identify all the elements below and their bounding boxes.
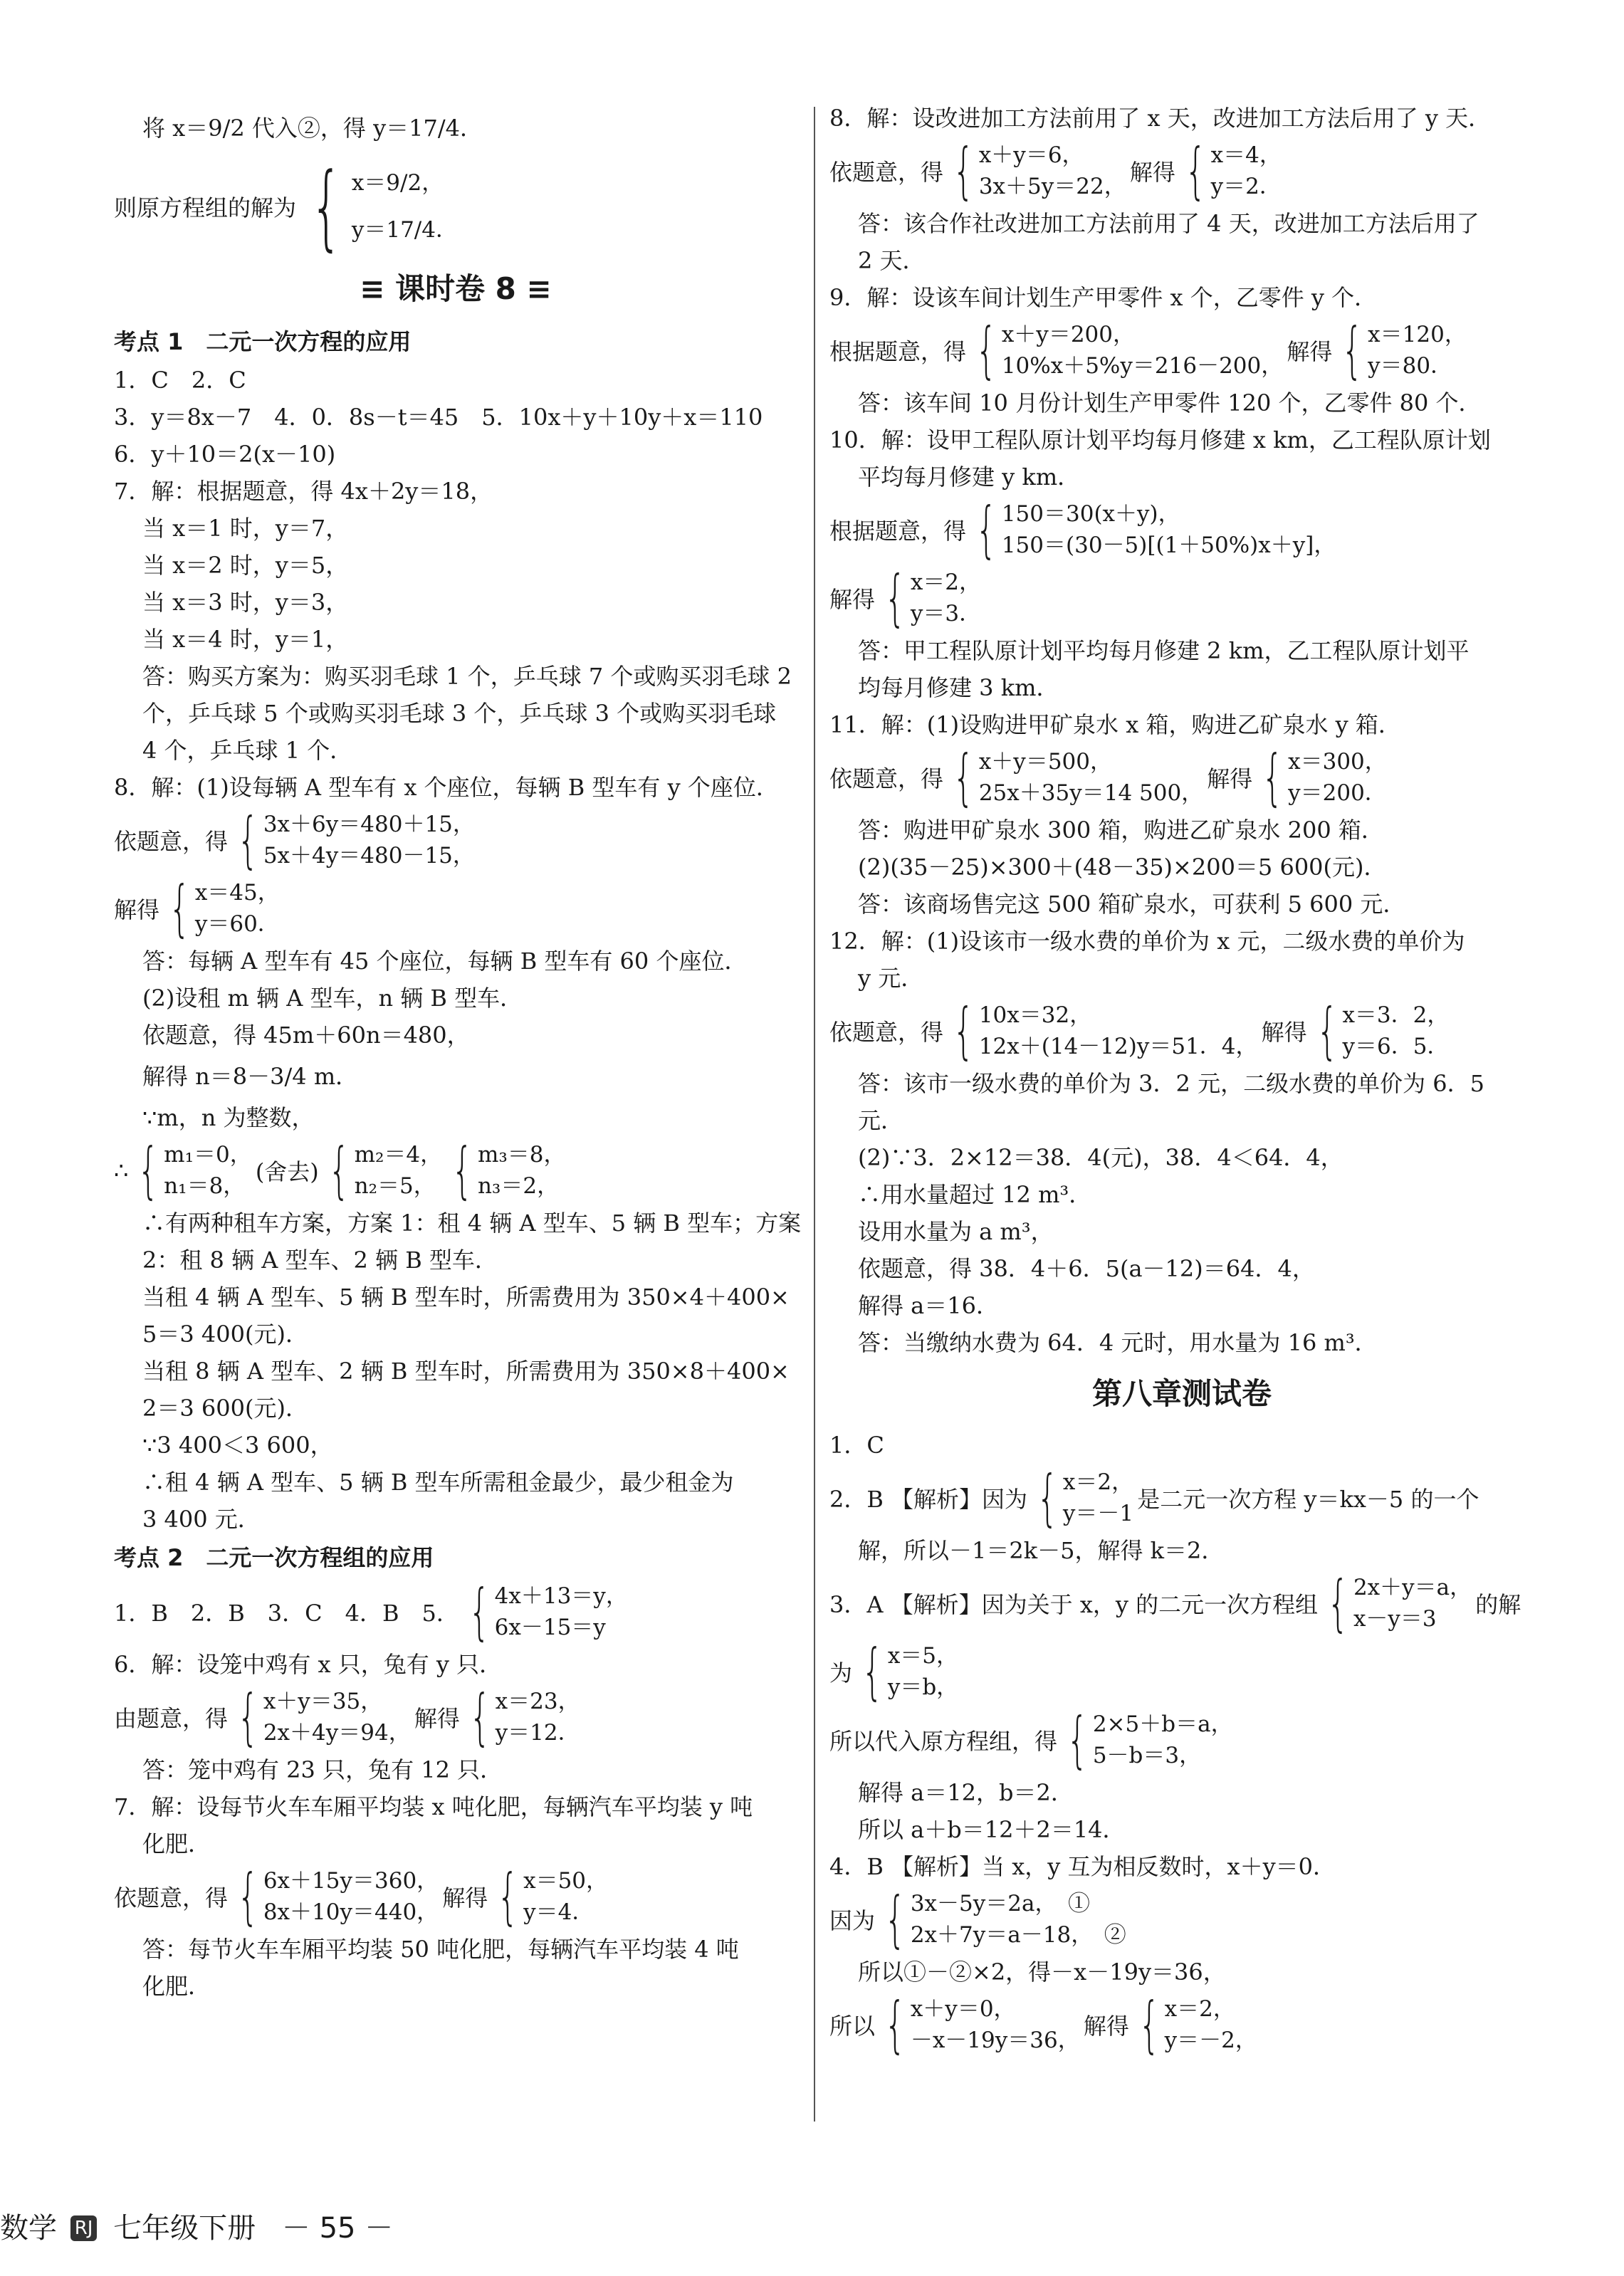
- r-q8-head: 8．解：设改进加工方法前用了 x 天，改进加工方法后用了 y 天．: [829, 105, 1492, 132]
- r-q12-line: 解得 a＝16．: [858, 1292, 999, 1319]
- k2-answers: 1．B 2．B 3．C 4．B 5． { 4x＋13＝y， 6x－15＝y: [114, 1576, 628, 1647]
- r-q12-line: 答：当缴纳水费为 64．4 元时，用水量为 16 m³．: [858, 1329, 1378, 1356]
- q7-line: 4 个，乒乓球 1 个．: [142, 737, 353, 764]
- solution-system: { x＝9/2， y＝17/4．: [310, 152, 458, 261]
- k2-q6-head: 6．解：设笼中鸡有 x 只，兔有 y 只．: [114, 1651, 503, 1678]
- k2-q7-answer: 化肥．: [142, 1973, 211, 2000]
- r-q12-line: 元．: [858, 1107, 904, 1134]
- k2-q7-answer: 答：每节火车车厢平均装 50 吨化肥，每辆汽车平均装 4 吨: [142, 1936, 739, 1963]
- column-divider: [814, 107, 815, 2122]
- answer-line: 1．C 2．C: [114, 367, 246, 394]
- right-column: [829, 100, 1534, 2059]
- page-number: － 55 －: [281, 2212, 394, 2245]
- r-q8-answer: 答：该合作社改进加工方法前用了 4 天，改进加工方法后用了: [858, 210, 1479, 237]
- r-q10-solution: 解得 { x＝2， y＝3．: [829, 562, 982, 634]
- c3-line: 所以 a＋b＝12＋2＝14．: [858, 1816, 1126, 1843]
- q7-line: 当 x＝2 时，y＝5，: [142, 552, 349, 579]
- substitute-line: 将 x＝9/2 代入②，得 y＝17/4．: [142, 115, 483, 142]
- topic-1-heading: 考点 1 二元一次方程的应用: [114, 328, 412, 355]
- c3-solution: 为 { x＝5， y＝b，: [829, 1636, 959, 1707]
- r-q8-answer: 2 天．: [858, 247, 926, 274]
- c4-head: 4．B 【解析】当 x，y 互为相反数时，x＋y＝0．: [829, 1853, 1336, 1880]
- q8-line: 依题意，得 45m＋60n＝480，: [142, 1022, 470, 1049]
- r-q10-system: 根据题意，得 { 150＝30(x＋y)， 150＝(30－5)[(1＋50%)x＋y]，: [829, 494, 1336, 565]
- r-q12-system: 依题意，得 { 10x＝32， 12x＋(14－12)y＝51．4， 解得 { x＝3．2， y＝6．5．: [829, 995, 1450, 1066]
- r-q12-line: 答：该市一级水费的单价为 3．2 元，二级水费的单价为 6．5: [858, 1070, 1484, 1097]
- r-q10-answer: 答：甲工程队原计划平均每月修建 2 km，乙工程队原计划平: [858, 637, 1470, 664]
- q8-solution: 解得 { x＝45， y＝60．: [114, 873, 280, 944]
- r-q11-line: (2)(35－25)×300＋(48－35)×200＝5 600(元)．: [858, 854, 1387, 881]
- q8-line: 解得 n＝8－3/4 m．: [142, 1063, 359, 1090]
- q8-head: 8．解：(1)设每辆 A 型车有 x 个座位，每辆 B 型车有 y 个座位．: [114, 774, 779, 801]
- c2-line2: 解，所以－1＝2k－5，解得 k＝2．: [858, 1537, 1225, 1564]
- k2-q6-system: 由题意，得 { x＋y＝35， 2x＋4y＝94， 解得 { x＝23， y＝12．: [114, 1682, 580, 1753]
- c-answer: 1．C: [829, 1432, 884, 1459]
- q8-line: ∵m，n 为整数，: [142, 1104, 315, 1131]
- r-q12-line: (2)∵3．2×12＝38．4(元)，38．4＜64．4，: [858, 1144, 1343, 1171]
- r-q10-head: 10．解：设甲工程队原计划平均每月修建 x km，乙工程队原计划: [829, 426, 1491, 453]
- r-q11-line: 答：该商场售完这 500 箱矿泉水，可获利 5 600 元．: [858, 891, 1406, 918]
- section-title-8: ≡ 课时卷 8 ≡: [360, 271, 552, 306]
- c4-system: 因为 { 3x－5y＝2a， ① 2x＋7y＝a－18， ②: [829, 1884, 1126, 1955]
- q8-line: (2)设租 m 辆 A 型车，n 辆 B 型车．: [142, 985, 523, 1012]
- grade-label: 七年级下册: [113, 2212, 256, 2245]
- q7-line: 当 x＝4 时，y＝1，: [142, 626, 349, 653]
- q8-line: 2：租 8 辆 A 型车、2 辆 B 型车．: [142, 1247, 498, 1274]
- q8-line: 2＝3 600(元)．: [142, 1395, 308, 1422]
- c4-system2: 所以 { x＋y＝0， －x－19y＝36， 解得 { x＝2， y＝－2，: [829, 1989, 1257, 2060]
- q8-line: 5＝3 400(元)．: [142, 1321, 308, 1348]
- r-q8-system: 依题意，得 { x＋y＝6， 3x＋5y＝22， 解得 { x＝4， y＝2．: [829, 135, 1282, 206]
- k2-q7-head: 7．解：设每节火车车厢平均装 x 吨化肥，每辆汽车平均装 y 吨: [114, 1793, 753, 1820]
- q7-line: 答：购买方案为：购买羽毛球 1 个，乒乓球 7 个或购买羽毛球 2: [142, 663, 792, 690]
- r-q10-answer: 均每月修建 3 km．: [858, 674, 1059, 701]
- q7-line: 7．解：根据题意，得 4x＋2y＝18，: [114, 478, 493, 505]
- r-q12-head: 12．解：(1)设该市一级水费的单价为 x 元，二级水费的单价为: [829, 928, 1465, 955]
- r-q11-system: 依题意，得 { x＋y＝500， 25x＋35y＝14 500， 解得 { x＝300， y＝200．: [829, 742, 1387, 813]
- edition-badge: RJ: [70, 2215, 98, 2241]
- page-footer: [0, 2206, 393, 2248]
- answer-line: 6．y＋10＝2(x－10): [114, 441, 336, 468]
- q7-line: 当 x＝1 时，y＝7，: [142, 515, 349, 542]
- c3-line: 3．A 【解析】因为关于 x，y 的二元一次方程组 { 2x＋y＝a， x－y＝3 的解: [829, 1568, 1521, 1639]
- r-q9-answer: 答：该车间 10 月份计划生产甲零件 120 个，乙零件 80 个．: [858, 389, 1482, 416]
- r-q12-line: 依题意，得 38．4＋6．5(a－12)＝64．4，: [858, 1255, 1315, 1282]
- c4-line: 所以①－②×2，得－x－19y＝36，: [858, 1958, 1226, 1986]
- r-q12-line: 设用水量为 a m³，: [858, 1218, 1054, 1245]
- left-column: [114, 100, 802, 2005]
- q8-line: ∵3 400＜3 600，: [142, 1432, 333, 1459]
- q7-line: 个，乒乓球 5 个或购买羽毛球 3 个，乒乓球 3 个或购买羽毛球: [142, 700, 777, 727]
- r-q10-head: 平均每月修建 y km．: [858, 463, 1081, 491]
- subject-label: 数学: [0, 2212, 57, 2245]
- answer-line: 3．y＝8x－7 4．0．8s－t＝45 5．10x＋y＋10y＋x＝110: [114, 404, 763, 431]
- r-q12-line: ∴用水量超过 12 m³．: [858, 1181, 1092, 1208]
- chapter-test-title: 第八章测试卷: [1091, 1376, 1272, 1411]
- c3-substitute: 所以代入原方程组，得 { 2×5＋b＝a， 5－b＝3，: [829, 1704, 1233, 1776]
- q8-line: ∴有两种租车方案，方案 1：租 4 辆 A 型车、5 辆 B 型车；方案: [142, 1210, 802, 1237]
- r-q9-system: 根据题意，得 { x＋y＝200， 10%x＋5%y＝216－200， 解得 { x＝120， y＝80．: [829, 315, 1467, 386]
- c2-line: 2．B 【解析】因为 { x＝2， y＝－1 是二元一次方程 y＝kx－5 的一个: [829, 1462, 1479, 1533]
- c3-line: 解得 a＝12，b＝2．: [858, 1779, 1074, 1806]
- q8-cases: ∴ { m₁＝0， n₁＝8， (舍去) { m₂＝4， n₂＝5， { m₃＝8， n₃＝2，: [114, 1135, 566, 1206]
- r-q11-line: 答：购进甲矿泉水 300 箱，购进乙矿泉水 200 箱．: [858, 817, 1384, 844]
- q8-line: ∴租 4 辆 A 型车、5 辆 B 型车所需租金最少，最少租金为: [142, 1469, 734, 1496]
- solution-line: 则原方程组的解为 { x＝9/2， y＝17/4．: [114, 152, 458, 261]
- q8-line: 当租 4 辆 A 型车、5 辆 B 型车时，所需费用为 350×4＋400×: [142, 1284, 790, 1311]
- k2-q6-answer: 答：笼中鸡有 23 只，兔有 12 只．: [142, 1756, 503, 1783]
- k2-q7-head: 化肥．: [142, 1830, 211, 1857]
- topic-2-heading: 考点 2 二元一次方程组的应用: [114, 1544, 434, 1571]
- q8-system: 依题意，得 { 3x＋6y＝480＋15， 5x＋4y＝480－15，: [114, 804, 475, 876]
- q8-line: 3 400 元．: [142, 1506, 261, 1533]
- q8-line: 答：每辆 A 型车有 45 个座位，每辆 B 型车有 60 个座位．: [142, 948, 748, 975]
- k2-q7-system: 依题意，得 { 6x＋15y＝360， 8x＋10y＝440， 解得 { x＝50， y＝4．: [114, 1861, 609, 1932]
- r-q11-head: 11．解：(1)设购进甲矿泉水 x 箱，购进乙矿泉水 y 箱．: [829, 711, 1401, 738]
- q7-line: 当 x＝3 时，y＝3，: [142, 589, 349, 616]
- r-q9-head: 9．解：设该车间计划生产甲零件 x 个，乙零件 y 个．: [829, 284, 1378, 311]
- r-q12-head: y 元．: [858, 965, 924, 992]
- q8-line: 当租 8 辆 A 型车、2 辆 B 型车时，所需费用为 350×8＋400×: [142, 1358, 790, 1385]
